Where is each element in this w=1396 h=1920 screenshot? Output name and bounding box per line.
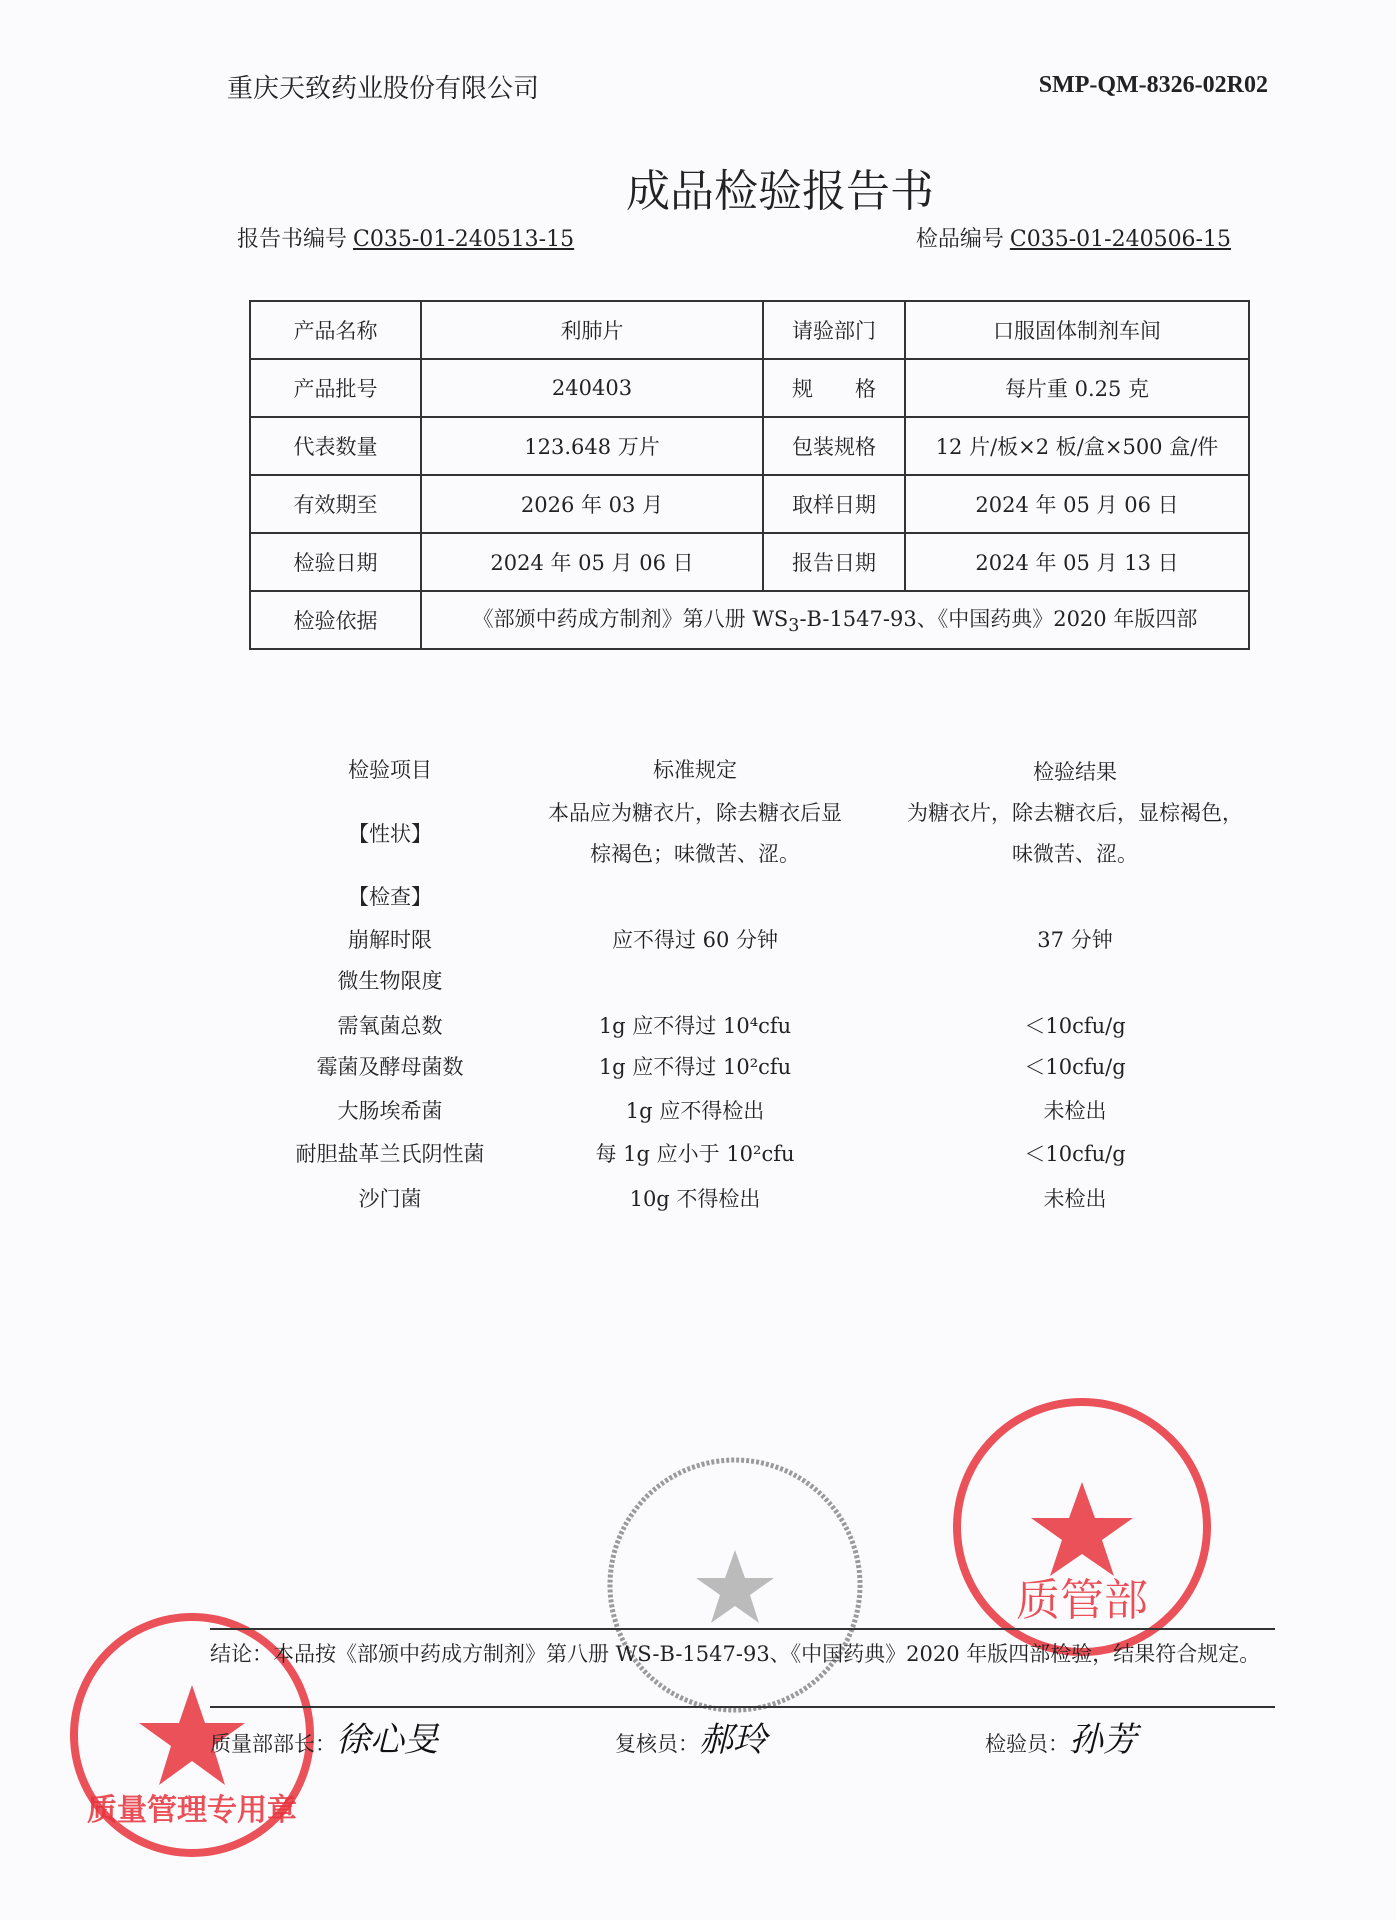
table-row — [250, 533, 1249, 591]
basis-label: 检验依据 — [250, 591, 421, 649]
company-name: 重庆天致药业股份有限公司 — [227, 74, 540, 104]
cell-label: 有效期至 — [250, 475, 421, 533]
sample-number — [916, 222, 1231, 253]
gray-company-stamp — [590, 1440, 880, 1730]
cell-value: 口服固体制剂车间 — [905, 301, 1249, 359]
cell-value: 利肺片 — [421, 301, 763, 359]
appearance-standard-2: 棕褐色；味微苦、涩。 — [590, 842, 800, 866]
table-row — [250, 301, 1249, 359]
test-item: 沙门菌 — [358, 1187, 422, 1211]
appearance-result-2: 味微苦、涩。 — [1012, 842, 1138, 866]
cell-label: 取样日期 — [763, 475, 905, 533]
cell-value: 2026 年 03 月 — [421, 475, 763, 533]
cell-label: 请验部门 — [763, 301, 905, 359]
header-result: 检验结果 — [1033, 760, 1117, 784]
cell-value: 240403 — [421, 359, 763, 417]
test-res: 未检出 — [1043, 1099, 1107, 1123]
test-res: ＜10cfu/g — [1024, 1142, 1126, 1166]
conclusion: 结论：本品按《部颁中药成方制剂》第八册 WS-B-1547-93、《中国药典》2020 年版四部检验，结果符合规定。 — [210, 1642, 1261, 1666]
test-item: 耐胆盐革兰氏阴性菌 — [295, 1142, 485, 1166]
cell-label: 代表数量 — [250, 417, 421, 475]
header-item: 检验项目 — [348, 758, 432, 782]
test-std: 1g 应不得过 10⁴cfu — [598, 1014, 792, 1038]
cell-label: 报告日期 — [763, 533, 905, 591]
qa-head-signature: 质量部部长：徐心旻 — [210, 1720, 438, 1760]
reviewer-signature: 复核员：郝玲 — [615, 1720, 767, 1760]
table-row — [250, 475, 1249, 533]
divider — [210, 1706, 1275, 1708]
test-std: 应不得过 60 分钟 — [611, 928, 779, 952]
test-res: ＜10cfu/g — [1024, 1055, 1126, 1079]
cell-label: 产品名称 — [250, 301, 421, 359]
test-std: 1g 应不得检出 — [625, 1099, 765, 1123]
test-item: 大肠埃希菌 — [337, 1099, 443, 1123]
basis-value: 《部颁中药成方制剂》第八册 $WS_3-B-1547-93$、《中国药典》2020 年版四部 — [421, 591, 1249, 649]
report-number-label: 报告书编号 — [237, 227, 348, 252]
cell-label: 规 格 — [763, 359, 905, 417]
document-code: SMP-QM-8326-02R02 — [1038, 72, 1268, 98]
table-row — [250, 359, 1249, 417]
cell-label: 产品批号 — [250, 359, 421, 417]
report-number — [237, 222, 574, 253]
report-number-value: C035-01-240513-15 — [353, 227, 575, 252]
cell-value: 2024 年 05 月 13 日 — [905, 533, 1249, 591]
table-row — [250, 417, 1249, 475]
header-standard: 标准规定 — [653, 758, 737, 782]
test-res: 37 分钟 — [1037, 928, 1113, 952]
svg-text:质管部: 质管部 — [1016, 1575, 1148, 1626]
test-res: 未检出 — [1043, 1187, 1107, 1211]
test-item: 崩解时限 — [348, 928, 432, 952]
appearance-item: 【性状】 — [348, 822, 432, 846]
sample-number-label: 检品编号 — [915, 227, 1004, 252]
test-std: 每 1g 应小于 10²cfu — [595, 1142, 795, 1166]
cell-value: 2024 年 05 月 06 日 — [421, 533, 763, 591]
sample-number-value: C035-01-240506-15 — [1009, 227, 1231, 252]
cell-label: 包装规格 — [763, 417, 905, 475]
check-section: 【检查】 — [348, 885, 432, 909]
inspector-signature: 检验员：孙芳 — [985, 1720, 1137, 1760]
test-item: 需氧菌总数 — [337, 1014, 443, 1038]
product-info-table — [249, 300, 1250, 650]
appearance-standard-1: 本品应为糖衣片，除去糖衣后显 — [548, 801, 842, 825]
appearance-result-1: 为糖衣片，除去糖衣后，显棕褐色， — [907, 801, 1243, 825]
cell-value: 每片重 0.25 克 — [905, 359, 1249, 417]
cell-label: 检验日期 — [250, 533, 421, 591]
test-res: ＜10cfu/g — [1024, 1014, 1126, 1038]
test-item: 霉菌及酵母菌数 — [316, 1055, 464, 1079]
table-row — [250, 591, 1249, 649]
cell-value: 12 片/板×2 板/盒×500 盒/件 — [905, 417, 1249, 475]
red-qa-dept-stamp — [945, 1390, 1220, 1665]
test-item: 微生物限度 — [337, 969, 443, 993]
page-title: 成品检验报告书 — [626, 166, 934, 217]
cell-value: 2024 年 05 月 06 日 — [905, 475, 1249, 533]
cell-value: 123.648 万片 — [421, 417, 763, 475]
divider — [210, 1628, 1275, 1630]
test-std: 1g 应不得过 10²cfu — [598, 1055, 792, 1079]
svg-text:质量管理专用章: 质量管理专用章 — [87, 1793, 297, 1828]
test-std: 10g 不得检出 — [629, 1187, 761, 1211]
